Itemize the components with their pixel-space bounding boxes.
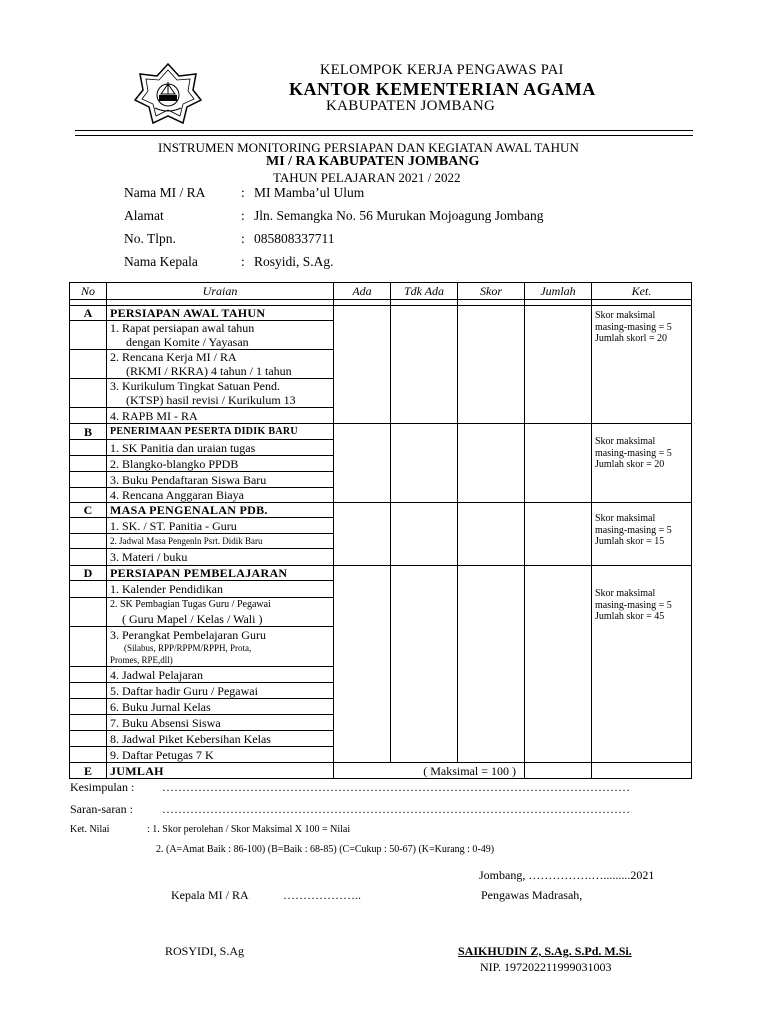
saran-dots[interactable]: ……………………………………………………………………………………………………… [162, 802, 630, 816]
item-uraian: 3. Perangkat Pembelajaran Guru (Silabus, RPP/RPPM/RPPH, Prota, Promes, RPE,dll) [107, 627, 334, 667]
section-letter: E [70, 763, 107, 779]
item-uraian: 6. Buku Jurnal Kelas [107, 699, 334, 715]
score-note: Skor maksimal masing-masing = 5 Jumlah skorl = 20 [592, 306, 692, 424]
info-value: 085808337711 [254, 231, 335, 246]
col-header-uraian: Uraian [107, 283, 334, 300]
total-row [70, 763, 692, 779]
info-colon: : [241, 185, 245, 200]
ada-cell[interactable] [334, 503, 391, 566]
kemenag-logo-icon [133, 62, 203, 126]
form-title-line1: INSTRUMEN MONITORING PERSIAPAN DAN KEGIATAN AWAL TAHUN [158, 140, 579, 155]
right-signatory-role: Pengawas Madrasah, [481, 888, 583, 902]
info-colon: : [241, 254, 245, 269]
left-signatory-role: Kepala MI / RA [171, 888, 249, 902]
total-ket-cell [592, 763, 692, 779]
ket-line2: 2. (A=Amat Baik : 86-100) (B=Baik : 68-85) (C=Cukup : 50-67) (K=Kurang : 0-49) [156, 844, 495, 855]
col-header-skor: Skor [458, 283, 525, 300]
form-title-line2: MI / RA KABUPATEN JOMBANG [266, 154, 480, 169]
jumlah-cell[interactable] [525, 503, 592, 566]
col-header-ada: Ada [334, 283, 391, 300]
section-title: PERSIAPAN AWAL TAHUN [107, 306, 334, 321]
place-date: Jombang, …………….….........2021 [479, 868, 655, 882]
item-uraian: 9. Daftar Petugas 7 K [107, 747, 334, 763]
section-title: PENERIMAAN PESERTA DIDIK BARU [107, 424, 334, 440]
tdk-ada-cell[interactable] [391, 306, 458, 424]
score-note: Skor maksimal masing-masing = 5 Jumlah skor = 20 [592, 424, 692, 503]
item-uraian: 1. SK. / ST. Panitia - Guru [107, 518, 334, 534]
saran-label: Saran-saran : [70, 802, 133, 816]
total-jumlah-cell[interactable] [525, 763, 592, 779]
item-uraian: 3. Buku Pendaftaran Siswa Baru [107, 472, 334, 488]
ada-cell[interactable] [334, 566, 391, 763]
section-letter: A [70, 306, 107, 321]
score-note: Skor maksimal masing-masing = 5 Jumlah skor = 15 [592, 503, 692, 566]
item-uraian: 7. Buku Absensi Siswa [107, 715, 334, 731]
col-header-ket: Ket. [592, 283, 692, 300]
item-uraian: 5. Daftar hadir Guru / Pegawai [107, 683, 334, 699]
item-uraian: 4. Jadwal Pelajaran [107, 667, 334, 683]
item-uraian: 8. Jadwal Piket Kebersihan Kelas [107, 731, 334, 747]
left-signatory-dots: ……………….. [283, 888, 361, 902]
section-row [70, 424, 692, 440]
item-uraian: 2. Blangko-blangko PPDB [107, 456, 334, 472]
header-line1: KELOMPOK KERJA PENGAWAS PAI [320, 62, 564, 78]
item-uraian: 2. Rencana Kerja MI / RA (RKMI / RKRA) 4 tahun / 1 tahun [107, 350, 334, 379]
item-uraian: 1. SK Panitia dan uraian tugas [107, 440, 334, 456]
item-uraian: 4. RAPB MI - RA [107, 408, 334, 424]
total-label: JUMLAH [107, 763, 334, 779]
section-row [70, 566, 692, 581]
item-uraian: 2. SK Pembagian Tugas Guru / Pegawai ( Guru Mapel / Kelas / Wali ) [107, 598, 334, 627]
tdk-ada-cell[interactable] [391, 566, 458, 763]
form-title-line3: TAHUN PELAJARAN 2021 / 2022 [273, 170, 461, 185]
jumlah-cell[interactable] [525, 566, 592, 763]
header-line3: KABUPATEN JOMBANG [326, 98, 496, 114]
info-label: Nama MI / RA [124, 185, 206, 200]
section-row [70, 306, 692, 321]
info-label: No. Tlpn. [124, 231, 176, 246]
info-label: Nama Kepala [124, 254, 198, 269]
section-title: MASA PENGENALAN PDB. [107, 503, 334, 518]
right-signatory-nip: NIP. 197202211999031003 [480, 960, 612, 974]
header-line2: KANTOR KEMENTERIAN AGAMA [289, 79, 596, 99]
section-letter: B [70, 424, 107, 440]
kesimpulan-dots[interactable]: ……………………………………………………………………………………………………… [162, 780, 630, 794]
info-value: Jln. Semangka No. 56 Murukan Mojoagung Jombang [254, 208, 544, 223]
item-uraian: 2. Jadwal Masa Pengenln Psrt. Didik Baru [107, 534, 334, 549]
skor-cell[interactable] [458, 503, 525, 566]
item-uraian: 4. Rencana Anggaran Biaya [107, 488, 334, 503]
info-value: MI Mamba’ul Ulum [254, 185, 365, 200]
info-colon: : [241, 231, 245, 246]
header-divider [75, 130, 693, 136]
ada-cell[interactable] [334, 306, 391, 424]
info-label: Alamat [124, 208, 164, 223]
item-uraian: 3. Kurikulum Tingkat Satuan Pend. (KTSP) hasil revisi / Kurikulum 13 [107, 379, 334, 408]
left-signatory-name: ROSYIDI, S.Ag [165, 944, 245, 958]
item-uraian: 1. Kalender Pendidikan [107, 581, 334, 598]
section-letter: C [70, 503, 107, 518]
item-uraian: 1. Rapat persiapan awal tahun dengan Komite / Yayasan [107, 321, 334, 350]
tdk-ada-cell[interactable] [391, 503, 458, 566]
right-signatory-name: SAIKHUDIN Z, S.Ag. S.Pd. M.Si. [458, 944, 632, 958]
col-header-tdk-ada: Tdk Ada [391, 283, 458, 300]
table-header-row [70, 283, 692, 300]
skor-cell[interactable] [458, 306, 525, 424]
item-uraian: 3. Materi / buku [107, 549, 334, 566]
score-note: Skor maksimal masing-masing = 5 Jumlah skor = 45 [592, 566, 692, 763]
info-value: Rosyidi, S.Ag. [254, 254, 334, 269]
skor-cell[interactable] [458, 566, 525, 763]
col-header-jumlah: Jumlah [525, 283, 592, 300]
ket-line1: : 1. Skor perolehan / Skor Maksimal X 100 = Nilai [147, 824, 351, 835]
jumlah-cell[interactable] [525, 306, 592, 424]
info-colon: : [241, 208, 245, 223]
col-header-no: No [70, 283, 107, 300]
section-title: PERSIAPAN PEMBELAJARAN [107, 566, 334, 581]
jumlah-cell[interactable] [525, 424, 592, 503]
kesimpulan-label: Kesimpulan : [70, 780, 135, 794]
ket-label: Ket. Nilai [70, 824, 110, 835]
section-row [70, 503, 692, 518]
section-letter: D [70, 566, 107, 581]
ada-cell[interactable] [334, 424, 391, 503]
tdk-ada-cell[interactable] [391, 424, 458, 503]
skor-cell[interactable] [458, 424, 525, 503]
monitoring-table [69, 282, 692, 779]
total-max: ( Maksimal = 100 ) [334, 763, 525, 779]
